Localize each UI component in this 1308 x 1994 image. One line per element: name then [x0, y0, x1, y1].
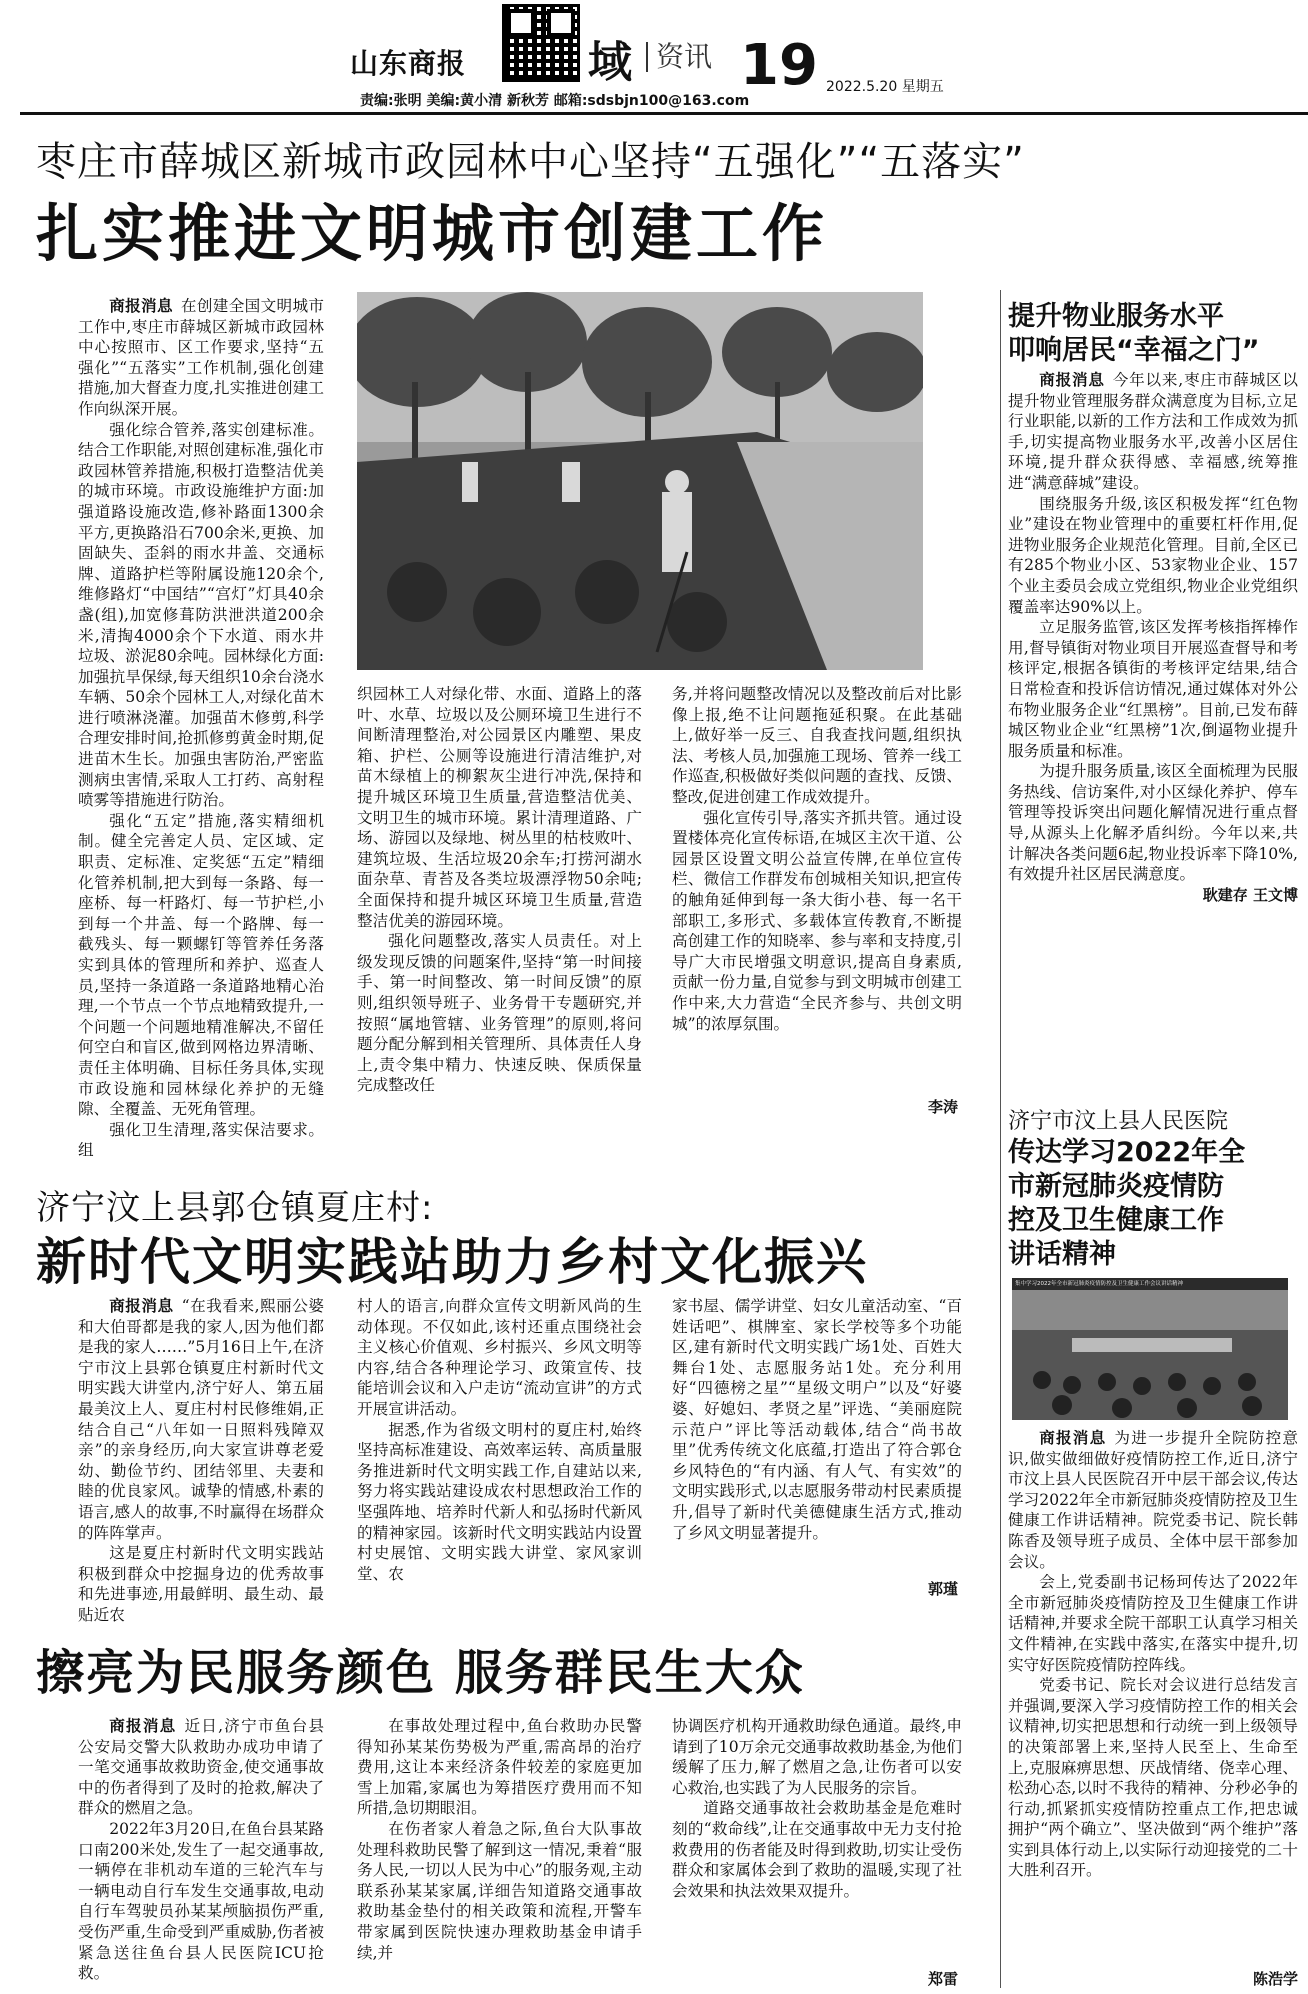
- issue-date: 2022.5.20 星期五: [826, 79, 944, 95]
- sidebar2-title-line2: 市新冠肺炎疫情防: [1008, 1171, 1224, 1202]
- article3-p2: 2022年3月20日,在鱼台县某路口南200米处,发生了一起交通事故,一辆停在非机动车道的三轮汽车与一辆电动自行车发生交通事故,电动自行车驾驶员孙某某颅脑损伤严重,受伤严重,生命受到严重威胁,伤者被紧急送往鱼台县人民医院ICU抢救。: [78, 1819, 324, 1983]
- sidebar2-photo: [1012, 1278, 1288, 1420]
- sidebar2-title-line1: 传达学习2022年全: [1008, 1137, 1246, 1168]
- sidebar1-p1: 今年以来,枣庄市薛城区以提升物业管理服务群众满意度为目标,立足行业职能,以新的工作方法和工作成效为抓手,切实提高物业服务水平,改善小区居住环境,提升群众获得感、幸福感,统筹推进“满意薛城”建设。: [1008, 371, 1298, 492]
- article2-p4: 据悉,作为省级文明村的夏庄村,始终坚持高标准建设、高效率运转、高质量服务推进新时代文明实践工作,自建站以来,努力将实践站建设成农村思想政治工作的坚强阵地、培养时代新人和弘扬时代新风的精神家园。该新时代文明实践站内设置村史展馆、文明实践大讲堂、家风家训堂、农: [357, 1420, 642, 1583]
- article1-p7: 务,并将问题整改情况以及整改前后对比影像上报,绝不让问题拖延积聚。在此基础上,做好举一反三、自我查找问题,组织执法、考核人员,加强施工现场、管养一线工作巡查,积极做好类似问题的查找、反馈、整改,促进创建工作成效提升。: [672, 685, 962, 806]
- section-word: 资讯: [646, 42, 712, 72]
- article2-lead: 商报消息: [109, 1297, 174, 1315]
- photo-meeting-illustration: [1012, 1290, 1288, 1420]
- article1-p8: 强化宣传引导,落实齐抓共管。通过设置楼体亮化宣传标语,在城区主次干道、公园景区设置文明公益宣传牌,在单位宣传栏、微信工作群发布创城相关知识,把宣传的触角延伸到每一条大街小巷、每一名干部职工,多形式、多载体宣传教育,不断提高创建工作的知晓率、参与率和支持度,引导广大市民增强文明意识,提高自身素质,贡献一份力量,自觉参与到文明城市创建工作中来,大力营造“全民齐参与、共创文明城”的浓厚氛围。: [672, 808, 962, 1033]
- article1-title: 扎实推进文明城市创建工作: [36, 197, 829, 270]
- photo-workers-illustration: [357, 292, 923, 670]
- sidebar2-body: [1008, 1428, 1298, 1881]
- sidebar1-p4: 为提升服务质量,该区全面梳理为民服务热线、信访案件,对小区绿化养护、停车管理等投诉突出问题化解情况进行重点督导,从源头上化解矛盾纠纷。今年以来,共计解决各类问题6起,物业投诉率下降10%,有效提升社区居民满意度。: [1008, 762, 1298, 884]
- sidebar1-p2: 围绕服务升级,该区积极发挥“红色物业”建设在物业管理中的重要杠杆作用,促进物业服务企业规范化管理。目前,全区已有285个物业小区、53家物业企业、157个业主委员会成立党组织,物业企业党组织覆盖率达90%以上。: [1008, 494, 1298, 616]
- article2-p1: “在我看来,熙丽公婆和大伯哥都是我的家人,因为他们都是我的家人……”5月16日上午,在济宁市汶上县郭仓镇夏庄村新时代文明实践大讲堂内,济宁好人、第五届最美汶上人、夏庄村村民修维娟,正结合自己“八年如一日照料残障双亲”的亲身经历,向大家宣讲尊老爱幼、勤俭节约、团结邻里、夫妻和睦的优良家风。诚挚的情感,朴素的语言,感人的故事,不时赢得在场群众的阵阵掌声。: [78, 1297, 324, 1542]
- article1-col3: [672, 684, 962, 1034]
- sidebar2-p1: 为进一步提升全院防控意识,做实做细做好疫情防控工作,近日,济宁市汶上县人民医院召开中层干部会议,传达学习2022年全市新冠肺炎疫情防控及卫生健康工作讲话精神。院党委书记、院长韩陈香及领导班子成员、全体中层干部参加会议。: [1008, 1429, 1298, 1571]
- article2-col2: [357, 1296, 642, 1584]
- column-divider: [1000, 290, 1001, 1988]
- qr-code-icon: [502, 4, 580, 82]
- article2-p2: 这是夏庄村新时代文明实践站积极到群众中挖掘身边的优秀故事和先进事迹,用最鲜明、最生动、最贴近农: [78, 1544, 324, 1624]
- article3-col2: [357, 1716, 642, 1963]
- article3-p4: 在伤者家人着急之际,鱼台大队事故处理科救助民警了解到这一情况,秉着“服务人民,一切以人民为中心”的服务观,主动联系孙某某家属,详细告知道路交通事故救助基金垫付的相关政策和流程,开警车带家属到医院快速办理救助基金申请手续,并: [357, 1819, 642, 1962]
- sidebar1-byline: 耿建存 王文博: [1202, 885, 1298, 904]
- article1-subtitle: 枣庄市薛城区新城市政园林中心坚持“五强化”“五落实”: [36, 139, 1025, 185]
- sidebar1-title-line2: 叩响居民“幸福之门”: [1008, 335, 1260, 366]
- article1-p1: 在创建全国文明城市工作中,枣庄市薛城区新城市政园林中心按照市、区工作要求,坚持“五强化”“五落实”工作机制,强化创建措施,加大督查力度,扎实推进创建工作向纵深开展。: [78, 297, 324, 418]
- article3-lead: 商报消息: [109, 1717, 177, 1735]
- article3-col3: [672, 1716, 962, 1901]
- article3-p1: 近日,济宁市鱼台县公安局交警大队救助办成功申请了一笔交通事故救助资金,使交通事故中的伤者得到了及时的抢救,解决了群众的燃眉之急。: [78, 1717, 324, 1818]
- article3-p5: 协调医疗机构开通救助绿色通道。最终,申请到了10万余元交通事故救助基金,为他们缓解了压力,解了燃眉之急,让伤者可以安心救治,也实践了为人民服务的宗旨。: [672, 1717, 962, 1797]
- sidebar2-kicker: 济宁市汶上县人民医院: [1008, 1109, 1229, 1134]
- sidebar2-byline: 陈浩学: [1252, 1970, 1298, 1988]
- sidebar1-p3: 立足服务监管,该区发挥考核指挥棒作用,督导镇街对物业项目开展巡查督导和考核评定,根据各镇街的考核评定结果,结合日常检查和投诉信访情况,通过媒体对外公布物业服务企业“红黑榜”。目前,已发布薛城区物业企业“红黑榜”1次,倒逼物业提升服务质量和标准。: [1008, 618, 1298, 760]
- sidebar2-title-line3: 控及卫生健康工作: [1008, 1205, 1224, 1236]
- article1-p6: 强化问题整改,落实人员责任。对上级发现反馈的问题案件,坚持“第一时间接手、第一时间整改、第一时间反馈”的原则,组织领导班子、业务骨干专题研究,并按照“属地管辖、业务管理”的原则,将问题分配分解到相关管理所、具体责任人身上,责令集中精力、快速反映、保质保量完成整改任: [357, 932, 642, 1095]
- article2-byline: 郭瑾: [927, 1580, 958, 1598]
- paper-name: 山东商报: [350, 47, 467, 80]
- sidebar2-title-line4: 讲话精神: [1008, 1239, 1116, 1270]
- section-char: 域: [588, 37, 632, 88]
- article2-p3: 村人的语言,向群众宣传文明新风尚的生动体现。不仅如此,该村还重点围绕社会主义核心价值观、乡村振兴、乡风文明等内容,结合各种理论学习、政策宣传、技能培训会议和入户走访“流动宣讲”的方式开展宣讲活动。: [357, 1297, 642, 1418]
- article1-col1: [78, 296, 324, 1161]
- article3-p6: 道路交通事故社会救助基金是危难时刻的“救命线”,让在交通事故中无力支付抢救费用的伤者能及时得到救助,切实让受伤群众和家属体会到了救助的温暖,实现了社会效果和执法效果双提升。: [672, 1799, 962, 1900]
- article3-col1: [78, 1716, 324, 1984]
- sidebar1-lead: 商报消息: [1039, 371, 1105, 389]
- sidebar1-body: [1008, 370, 1298, 905]
- article3-p3: 在事故处理过程中,鱼台救助办民警得知孙某某伤势极为严重,需高昂的治疗费用,这让本来经济条件较差的家庭更加雪上加霜,家属也为筹措医疗费用而不知所措,急切期眼泪。: [357, 1717, 642, 1818]
- sidebar2-photo-banner: 集中学习2022年全市新冠肺炎疫情防控及卫生健康工作会议讲话精神: [1012, 1278, 1288, 1290]
- article1-lead: 商报消息: [109, 297, 173, 315]
- article3-byline: 郑雷: [927, 1970, 958, 1988]
- article1-byline: 李涛: [927, 1098, 958, 1116]
- sidebar1-title: [1008, 300, 1298, 368]
- article2-p5: 家书屋、儒学讲堂、妇女儿童活动室、“百姓话吧”、棋牌室、家长学校等多个功能区,建有新时代文明实践广场1处、百姓大舞台1处、志愿服务站1处。充分利用好“四德榜之星”“星级文明户”以及“好婆婆、好媳妇、孝贤之星”评选、“美丽庭院示范户”评比等活动载体,结合“尚书故里”优秀传统文化底蕴,打造出了符合郭仓乡风特色的“有内涵、有人气、有实效”的文明实践形式,以志愿服务带动村民素质提升,倡导了新时代美德健康生活方式,推动了乡风文明显著提升。: [672, 1297, 962, 1542]
- article1-col2: [357, 684, 642, 1096]
- article2-col3: [672, 1296, 962, 1543]
- page-number: 19: [740, 33, 818, 98]
- article1-p4: 强化卫生清理,落实保洁要求。组: [78, 1120, 324, 1160]
- article1-p3: 强化“五定”措施,落实精细机制。健全完善定人员、定区域、定职责、定标准、定奖惩“五定”精细化管养机制,把大到每一条路、每一座桥、每一杆路灯、每一节护栏,小到每一个井盖、每一个路牌、每一截残头、每一颗螺钉等管养任务落实到具体的管理所和养护、巡查人员,坚持一条道路一条道路地精心治理,一个节点一个节点地精致提升,一个问题一个问题地精准解决,不留任何空白和盲区,做到网格边界清晰、责任主体明确、目标任务具体,实现市政设施和园林绿化养护的无缝隙、全覆盖、无死角管理。: [78, 811, 324, 1119]
- sidebar2-p2: 会上,党委副书记杨珂传达了2022年全市新冠肺炎疫情防控及卫生健康工作讲话精神,并要求全院干部职工认真学习相关文件精神,在实践中落实,在落实中提升,切实守好医院疫情防控阵线。: [1008, 1573, 1298, 1674]
- article2-subtitle: 济宁汶上县郭仓镇夏庄村:: [36, 1188, 434, 1228]
- article3-title: 擦亮为民服务颜色 服务群民生大众: [36, 1645, 805, 1701]
- article2-col1: [78, 1296, 324, 1626]
- article1-p5: 织园林工人对绿化带、水面、道路上的落叶、水草、垃圾以及公厕环境卫生进行不间断清理整治,对公园景区内雕塑、果皮箱、护栏、公厕等设施进行清洁维护,对苗木绿植上的柳絮灰尘进行冲洗,保持和提升城区环境卫生质量,营造整洁优美、文明卫生的城市环境。累计清理道路、广场、游园以及绿地、树丛里的枯枝败叶、建筑垃圾、生活垃圾20余车;打捞河湖水面杂草、青苔及各类垃圾漂浮物50余吨;全面保持和提升城区环境卫生质量,营造整洁优美的游园环境。: [357, 685, 642, 930]
- sidebar2-title: [1008, 1136, 1298, 1272]
- header-rule: [20, 112, 1308, 115]
- sidebar1-title-line1: 提升物业服务水平: [1008, 301, 1224, 332]
- sidebar2-lead: 商报消息: [1039, 1429, 1107, 1447]
- article2-title: 新时代文明实践站助力乡村文化振兴: [36, 1233, 868, 1291]
- editors-line: 责编:张明 美编:黄小清 新秋芳 邮箱:sdsbjn100@163.com: [360, 93, 750, 109]
- sidebar2-p3: 党委书记、院长对会议进行总结发言并强调,要深入学习疫情防控工作的相关会议精神,切实把思想和行动统一到上级领导的决策部署上来,坚持人民至上、生命至上,克服麻痹思想、厌战情绪、侥幸心理、松劲心态,以时不我待的精神、分秒必争的行动,抓紧抓实疫情防控重点工作,把忠诚拥护“两个确立”、坚决做到“两个维护”落实到具体行动上,以实际行动迎接党的二十大胜利召开。: [1008, 1676, 1298, 1880]
- article1-p2: 强化综合管养,落实创建标准。结合工作职能,对照创建标准,强化市政园林管养措施,积极打造整洁优美的城市环境。市政设施维护方面:加强道路设施改造,修补路面1300余平方,更换路沿石700余米,更换、加固缺失、歪斜的雨水井盖、交通标牌、道路护栏等附属设施120余个,维修路灯“中国结”“宫灯”灯具40余盏(组),加宽修葺防洪泄洪道200余米,清掏4000余个下水道、雨水井垃圾、淤泥80余吨。园林绿化方面:加强抗旱保绿,每天组织10余台浇水车辆、50余个园林工人,对绿化苗木进行喷淋浇灌。加强苗木修剪,科学合理安排时间,抢抓修剪黄金时期,促进苗木生长。加强虫害防治,严密监测病虫害情,采取人工打药、高射程喷雾等措施进行防治。: [78, 420, 324, 810]
- article1-photo: [357, 292, 923, 670]
